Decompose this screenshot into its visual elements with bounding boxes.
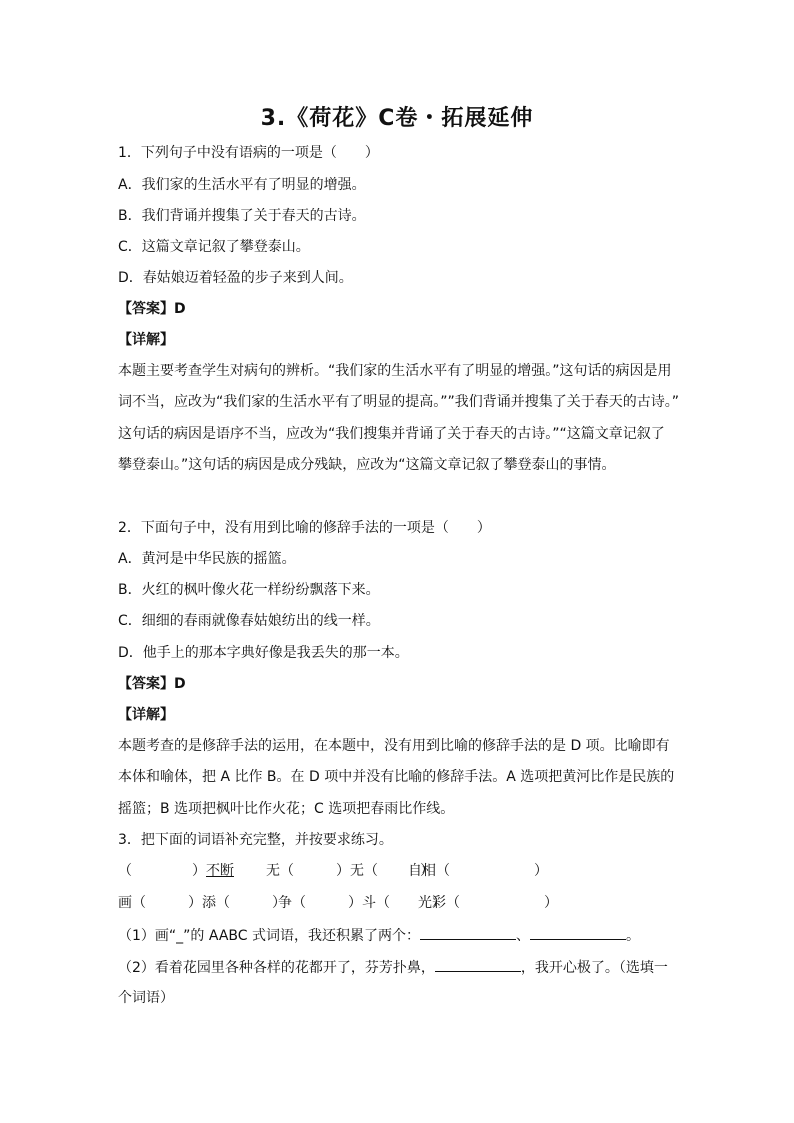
open-paren: （: [118, 863, 132, 879]
q3-word-row-2: [118, 893, 688, 915]
q1-stem: 1．下列句子中没有语病的一项是（ ）: [118, 145, 379, 161]
page-title: 3.《荷花》C卷・拓展延伸: [260, 106, 534, 131]
q3-item-zhengdou[interactable]: 争（ ）斗（ ）: [278, 895, 446, 911]
q3-item-huatian[interactable]: 画（ ）添（ ）: [118, 895, 286, 911]
q3-item-buduan: [118, 861, 234, 881]
period: 。: [626, 928, 640, 944]
q1-detail-line: 攀登泰山。”这句话的病因是成分残缺，应改为“这篇文章记叙了攀登泰山的事情。: [118, 457, 616, 473]
q3-sub1: [118, 925, 688, 946]
q1-option-a: A．我们家的生活水平有了明显的增强。: [118, 177, 366, 193]
q1-detail-line: 这句话的病因是语序不当，应改为“我们搜集并背诵了关于春天的古诗。”“这篇文章记叙了: [118, 426, 665, 442]
q3-sub1-text: （1）画“_”的 AABC 式词语，我还积累了两个：: [118, 928, 420, 944]
q3-sub2-text-after: ，我开心极了。（选填一: [520, 960, 668, 976]
q2-option-c: C．细细的春雨就像春姑娘纺出的线一样。: [118, 613, 380, 629]
q2-option-b: B．火红的枫叶像火花一样纷纷飘落下来。: [118, 582, 380, 598]
q3-stem: 3．把下面的词语补充完整，并按要求练习。: [118, 832, 393, 848]
close-paren: ）: [192, 863, 206, 879]
answer-blank[interactable]: [530, 925, 626, 940]
q3-item-zixiang[interactable]: 自相（ ）: [408, 863, 548, 879]
underlined-word: 不断: [206, 863, 234, 879]
q3-sub2-continued: 个词语）: [118, 990, 174, 1006]
answer-blank[interactable]: [420, 925, 516, 940]
q2-answer: 【答案】D: [118, 676, 186, 692]
q2-detail-line: 摇篮；B 选项把枫叶比作火花；C 选项把春雨比作线。: [118, 801, 455, 817]
answer-blank[interactable]: [435, 957, 521, 972]
q2-option-a: A．黄河是中华民族的摇篮。: [118, 551, 296, 567]
q2-detail-line: 本体和喻体，把 A 比作 B。在 D 项中并没有比喻的修辞手法。A 选项把黄河比作是民族的: [118, 769, 675, 785]
separator: 、: [516, 928, 530, 944]
q2-stem: 2．下面句子中，没有用到比喻的修辞手法的一项是（ ）: [118, 520, 491, 536]
q1-option-d: D．春姑娘迈着轻盈的步子来到人间。: [118, 270, 353, 286]
q1-detail-line: 本题主要考查学生对病句的辨析。“我们家的生活水平有了明显的增强。”这句话的病因是用: [118, 363, 672, 379]
q1-detail-line: 词不当，应改为“我们家的生活水平有了明显的提高。””我们背诵并搜集了关于春天的古诗。”: [118, 394, 680, 410]
q3-sub2-text: （2）看着花园里各种各样的花都开了，芬芳扑鼻，: [118, 960, 435, 976]
q2-detail-label: 【详解】: [118, 707, 174, 723]
q1-answer: 【答案】D: [118, 301, 186, 317]
q1-detail-label: 【详解】: [118, 332, 174, 348]
q3-item-wu-wu[interactable]: 无（ ）无（ ）: [266, 863, 434, 879]
q3-sub2: [118, 957, 688, 978]
q1-option-b: B．我们背诵并搜集了关于春天的古诗。: [118, 208, 366, 224]
q3-item-guangcai[interactable]: 光彩（ ）: [418, 895, 558, 911]
q2-option-d: D．他手上的那本字典好像是我丢失的那一本。: [118, 645, 409, 661]
q3-word-row-1: [118, 861, 688, 883]
q2-detail-line: 本题考查的是修辞手法的运用，在本题中，没有用到比喻的修辞手法的是 D 项。比喻即有: [118, 738, 670, 754]
q1-option-c: C．这篇文章记叙了攀登泰山。: [118, 239, 310, 255]
